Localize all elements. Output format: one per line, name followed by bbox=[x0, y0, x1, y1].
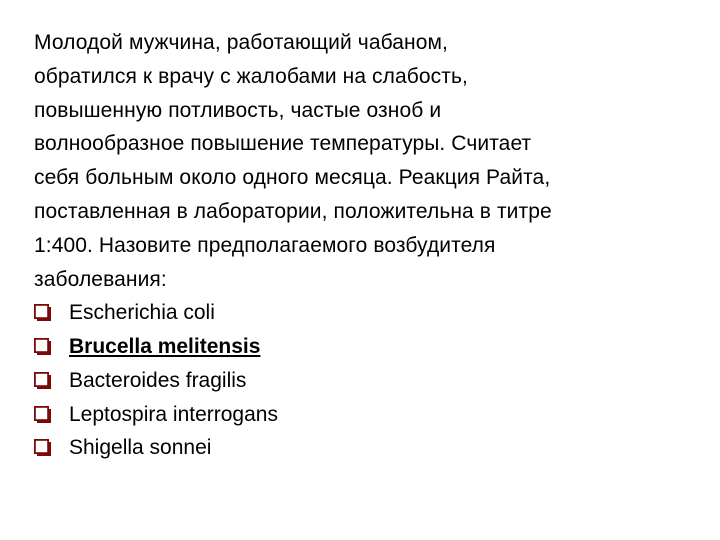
checkbox-square-icon bbox=[34, 439, 52, 457]
question-line: поставленная в лаборатории, положительна в титре bbox=[34, 199, 552, 223]
question-line: себя больным около одного месяца. Реакция Райта, bbox=[34, 166, 551, 190]
question-line: повышенную потливость, частые озноб и bbox=[34, 98, 442, 122]
question-line: обратился к врачу с жалобами на слабость, bbox=[34, 64, 468, 88]
question-line: 1:400. Назовите предполагаемого возбудителя bbox=[34, 233, 496, 257]
slide-content bbox=[34, 26, 704, 465]
answer-option-label: Leptospira interrogans bbox=[69, 402, 278, 426]
answer-option-label: Escherichia coli bbox=[69, 301, 215, 325]
answer-option[interactable] bbox=[34, 296, 704, 330]
answer-option-correct[interactable] bbox=[34, 330, 704, 364]
answer-option[interactable] bbox=[34, 364, 704, 398]
question-line: Молодой мужчина, работающий чабаном, bbox=[34, 31, 448, 54]
answer-option-label: Bacteroides fragilis bbox=[69, 368, 247, 392]
answer-option[interactable] bbox=[34, 398, 704, 432]
checkbox-square-icon bbox=[34, 406, 52, 424]
answer-option-label: Shigella sonnei bbox=[69, 436, 212, 460]
checkbox-square-icon bbox=[34, 372, 52, 390]
question-text bbox=[34, 26, 704, 296]
answer-option-label: Brucella melitensis bbox=[69, 335, 261, 359]
answer-option[interactable] bbox=[34, 432, 704, 466]
answer-options-list bbox=[34, 296, 704, 465]
checkbox-square-icon bbox=[34, 304, 52, 322]
question-line: волнообразное повышение температуры. Считает bbox=[34, 132, 532, 156]
checkbox-square-icon bbox=[34, 338, 52, 356]
question-line: заболевания: bbox=[34, 267, 167, 291]
